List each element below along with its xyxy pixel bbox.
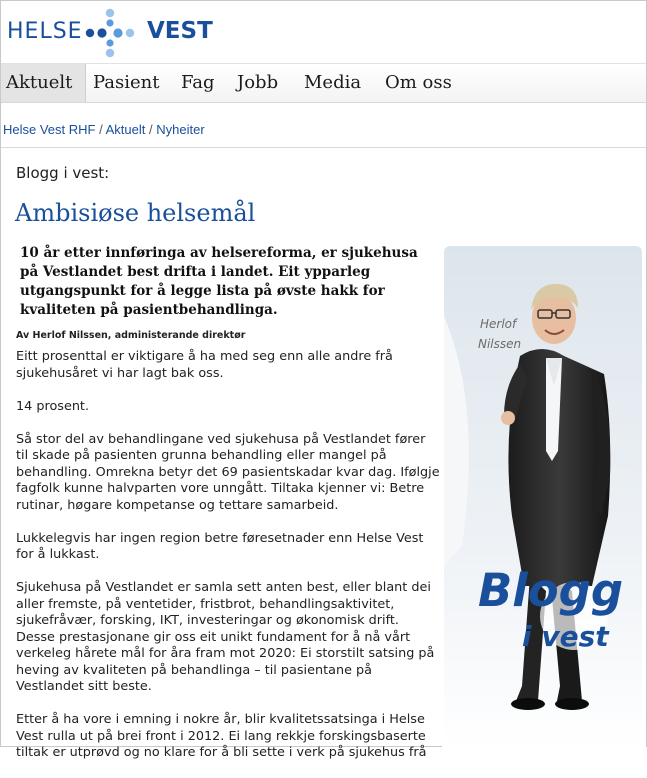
breadcrumb-link-home[interactable]: Helse Vest RHF xyxy=(3,122,96,137)
nav-item-fag[interactable]: Fag xyxy=(181,72,215,93)
nav-item-jobb[interactable]: Jobb xyxy=(237,72,279,93)
article-paragraph: Lukkelegvis har ingen region betre føresetnader enn Helse Vest for å lukkast. xyxy=(16,530,424,562)
nav-item-pasient[interactable]: Pasient xyxy=(93,72,160,93)
logo-dots-icon xyxy=(85,8,135,58)
portrait-name-first: Herlof xyxy=(480,317,517,331)
portrait-name-last: Nilssen xyxy=(478,337,522,351)
blog-portrait-image xyxy=(442,246,646,748)
article-byline: Av Herlof Nilssen, administerande direktør xyxy=(16,330,246,341)
blog-logo-title: Blogg xyxy=(478,564,624,617)
breadcrumb-link-nyheiter[interactable]: Nyheiter xyxy=(156,122,205,137)
article-paragraph: Så stor del av behandlingane ved sjukehusa på Vestlandet fører til skade på pasienten grunna behandling eller mangel på behandling. Omrekna betyr det 69 pasientskadar kvar dag. Ifølgje fagfolk kunne halvparten vore unngått. Tiltaka kjenner vi: Betre rutinar, høgare kompetanse og tettare samarbeid. xyxy=(16,431,440,513)
article-body xyxy=(16,349,441,778)
breadcrumb-link-aktuelt[interactable]: Aktuelt xyxy=(105,122,146,137)
content-divider xyxy=(1,147,646,148)
article-kicker: Blogg i vest: xyxy=(16,164,110,182)
article-paragraph: Eitt prosenttal er viktigare å ha med seg enn alle andre frå sjukehusåret vi har lagt bak oss. xyxy=(16,349,393,381)
article-title: Ambisiøse helsemål xyxy=(15,199,256,227)
main-nav xyxy=(1,63,646,103)
nav-item-media[interactable]: Media xyxy=(304,72,362,93)
nav-item-aktuelt[interactable]: Aktuelt xyxy=(1,64,86,102)
blog-logo-subtitle: i vest xyxy=(522,620,609,653)
breadcrumb-separator: / xyxy=(99,122,103,137)
article-paragraph: 14 prosent. xyxy=(16,398,90,414)
portrait-illustration xyxy=(442,246,646,748)
breadcrumb xyxy=(3,122,205,137)
nav-item-om-oss[interactable]: Om oss xyxy=(385,72,452,93)
site-header xyxy=(1,1,646,63)
article-paragraph: Sjukehusa på Vestlandet er samla sett anten best, eller blant dei aller fremste, på ventetider, fristbrot, behandlingsaktivitet, sjukefråvær, forsking, IKT, investeringar og økonomisk drift. Desse prestasjonane gir oss eit unikt fundament for å nå vårt verkeleg hårete mål for åra fram mot 2020: Ei storstilt satsing på heving av kvaliteten på behandlinga – til pasientane på Vestlandet sitt beste. xyxy=(16,580,435,694)
logo-helse-text[interactable]: HELSE xyxy=(7,19,83,44)
breadcrumb-separator: / xyxy=(149,122,153,137)
logo-vest-text[interactable]: VEST xyxy=(147,18,213,44)
article-paragraph: Etter å ha vore i emning i nokre år, blir kvalitetssatsinga i Helse Vest rulla ut på brei front i 2012. Ei lang rekkje forskingsbaserte tiltak er utprøvd og no klare for å bli sette i verk på sjukehus frå xyxy=(16,712,427,760)
article-lead: 10 år etter innføringa av helsereforma, er sjukehusa på Vestlandet best drifta i landet. Eit ypparleg utgangspunkt for å legge lista på øvste hakk for kvaliteten på pasientbehandlinga. xyxy=(20,245,418,318)
